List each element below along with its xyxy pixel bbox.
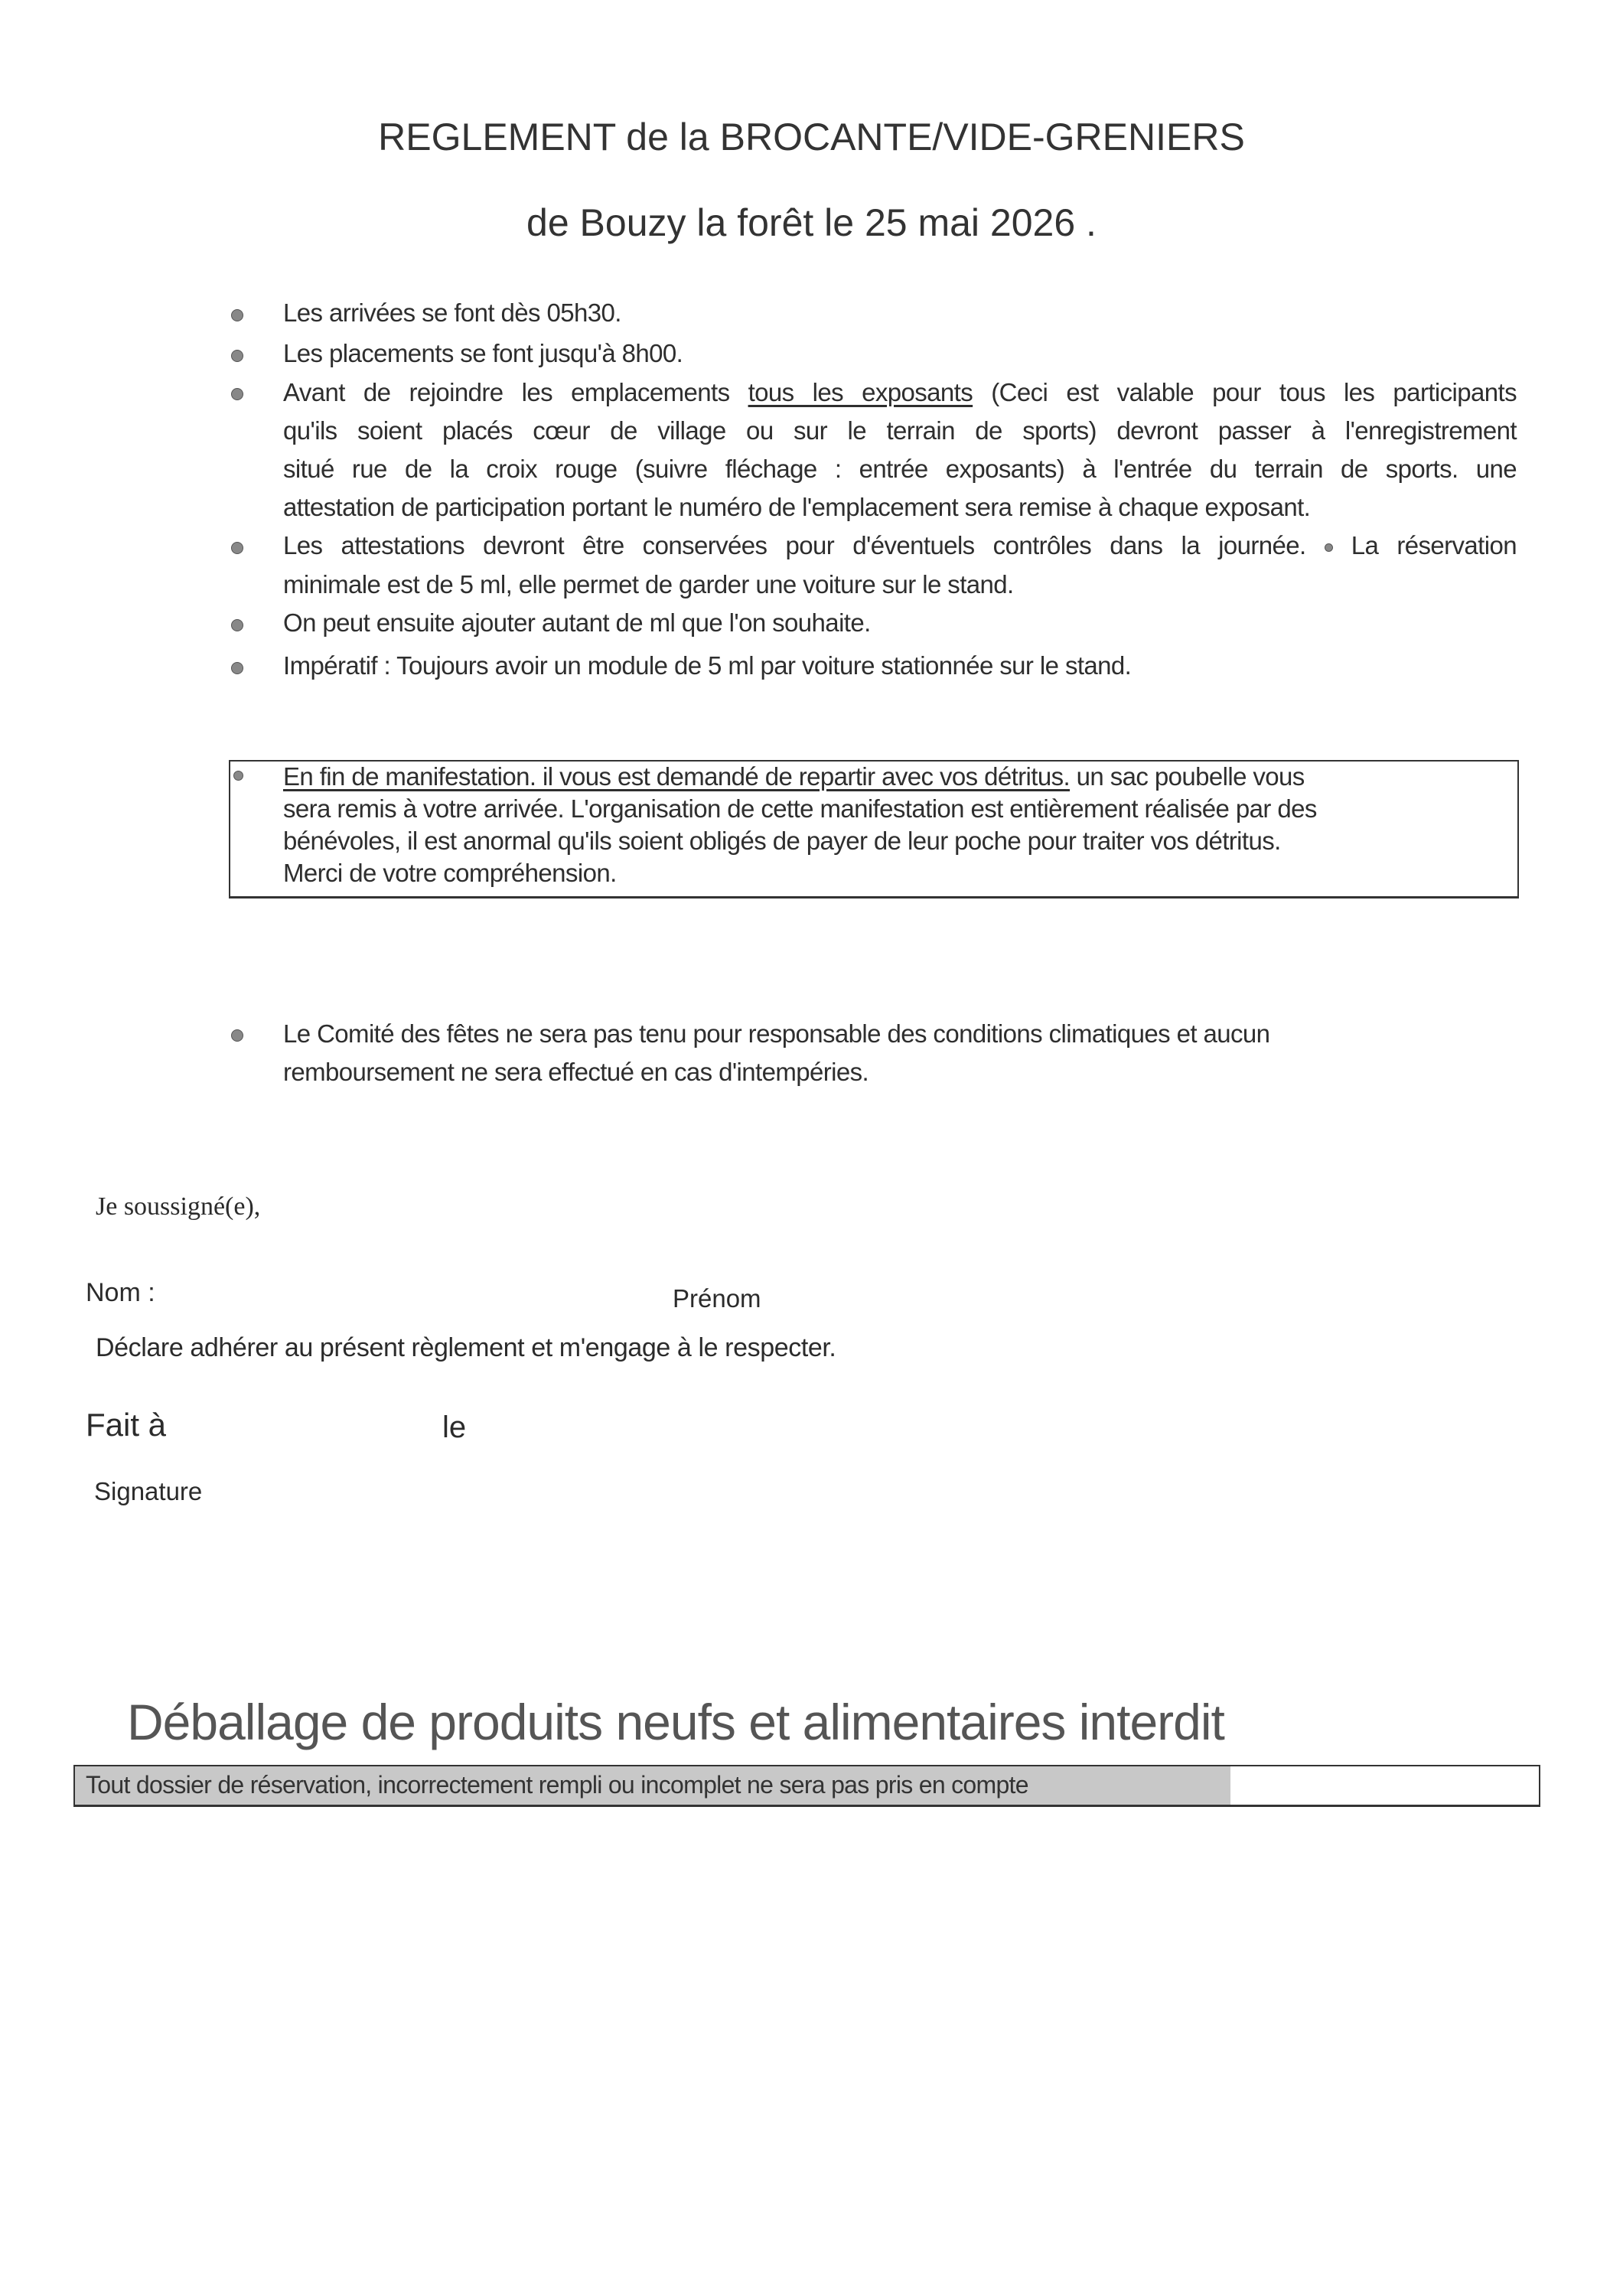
bullet-icon (231, 619, 243, 631)
waste-notice-line: bénévoles, il est anormal qu'ils soient obligés de payer de leur poche pour traiter vos détritus. (283, 827, 1281, 855)
incomplete-file-notice (73, 1765, 1540, 1807)
fait-a-label: Fait à (86, 1407, 167, 1443)
waste-notice-line: sera remis à votre arrivée. L'organisation de cette manifestation est entièrement réalisée par des (283, 794, 1317, 823)
rule-registration-line: Avant de rejoindre les emplacements tous les exposants (Ceci est valable pour tous les participants (283, 378, 1517, 406)
signature-label: Signature (94, 1477, 203, 1505)
rule-arrivals: Les arrivées se font dès 05h30. (283, 298, 621, 327)
date-label: le (442, 1411, 467, 1444)
bullet-icon (231, 1029, 243, 1042)
waste-notice-line: Merci de votre compréhension. (283, 859, 617, 887)
bullet-icon (1325, 543, 1333, 552)
rule-extra-ml: On peut ensuite ajouter autant de ml que l'on souhaite. (283, 608, 871, 637)
rule-placements: Les placements se font jusqu'à 8h00. (283, 339, 683, 367)
bullet-icon (231, 542, 243, 554)
bullet-icon (233, 771, 243, 781)
rule-attestations-line: Les attestations devront être conservées pour d'éventuels contrôles dans la journée. La réservation (283, 531, 1517, 559)
rule-imperative: Impératif : Toujours avoir un module de 5 ml par voiture stationnée sur le stand. (283, 651, 1132, 680)
declaration-text: Déclare adhérer au présent règlement et m'engage à le respecter. (96, 1333, 836, 1362)
undersigned-label: Je soussigné(e), (96, 1192, 261, 1221)
document-title: REGLEMENT de la BROCANTE/VIDE-GRENIERS (378, 116, 1245, 158)
rule-registration-line: qu'ils soient placés cœur de village ou sur le terrain de sports) devront passer à l'enregistrement (283, 416, 1517, 445)
incomplete-file-text: Tout dossier de réservation, incorrectement rempli ou incomplet ne sera pas pris en compte (86, 1771, 1028, 1799)
bullet-icon (231, 662, 243, 674)
waste-notice-line: En fin de manifestation. il vous est demandé de repartir avec vos détritus. un sac poubelle vous (283, 762, 1305, 791)
bullet-icon (231, 388, 243, 400)
underlined-text: tous les exposants (748, 378, 973, 406)
weather-disclaimer-line: remboursement ne sera effectué en cas d'intempéries. (283, 1058, 869, 1086)
rule-registration-line: attestation de participation portant le numéro de l'emplacement sera remise à chaque exposant. (283, 493, 1311, 521)
rule-attestations-line: minimale est de 5 ml, elle permet de garder une voiture sur le stand. (283, 570, 1014, 598)
prenom-label: Prénom (673, 1284, 761, 1313)
weather-disclaimer-line: Le Comité des fêtes ne sera pas tenu pour responsable des conditions climatiques et aucun (283, 1019, 1270, 1048)
bullet-icon (231, 350, 243, 362)
rule-registration-line: situé rue de la croix rouge (suivre fléchage : entrée exposants) à l'entrée du terrain de sports. une (283, 455, 1517, 483)
nom-label: Nom : (86, 1278, 155, 1307)
forbidden-products-heading: Déballage de produits neufs et alimentaires interdit (127, 1694, 1224, 1750)
document-subtitle: de Bouzy la forêt le 25 mai 2026 . (526, 201, 1097, 244)
bullet-icon (231, 309, 243, 321)
